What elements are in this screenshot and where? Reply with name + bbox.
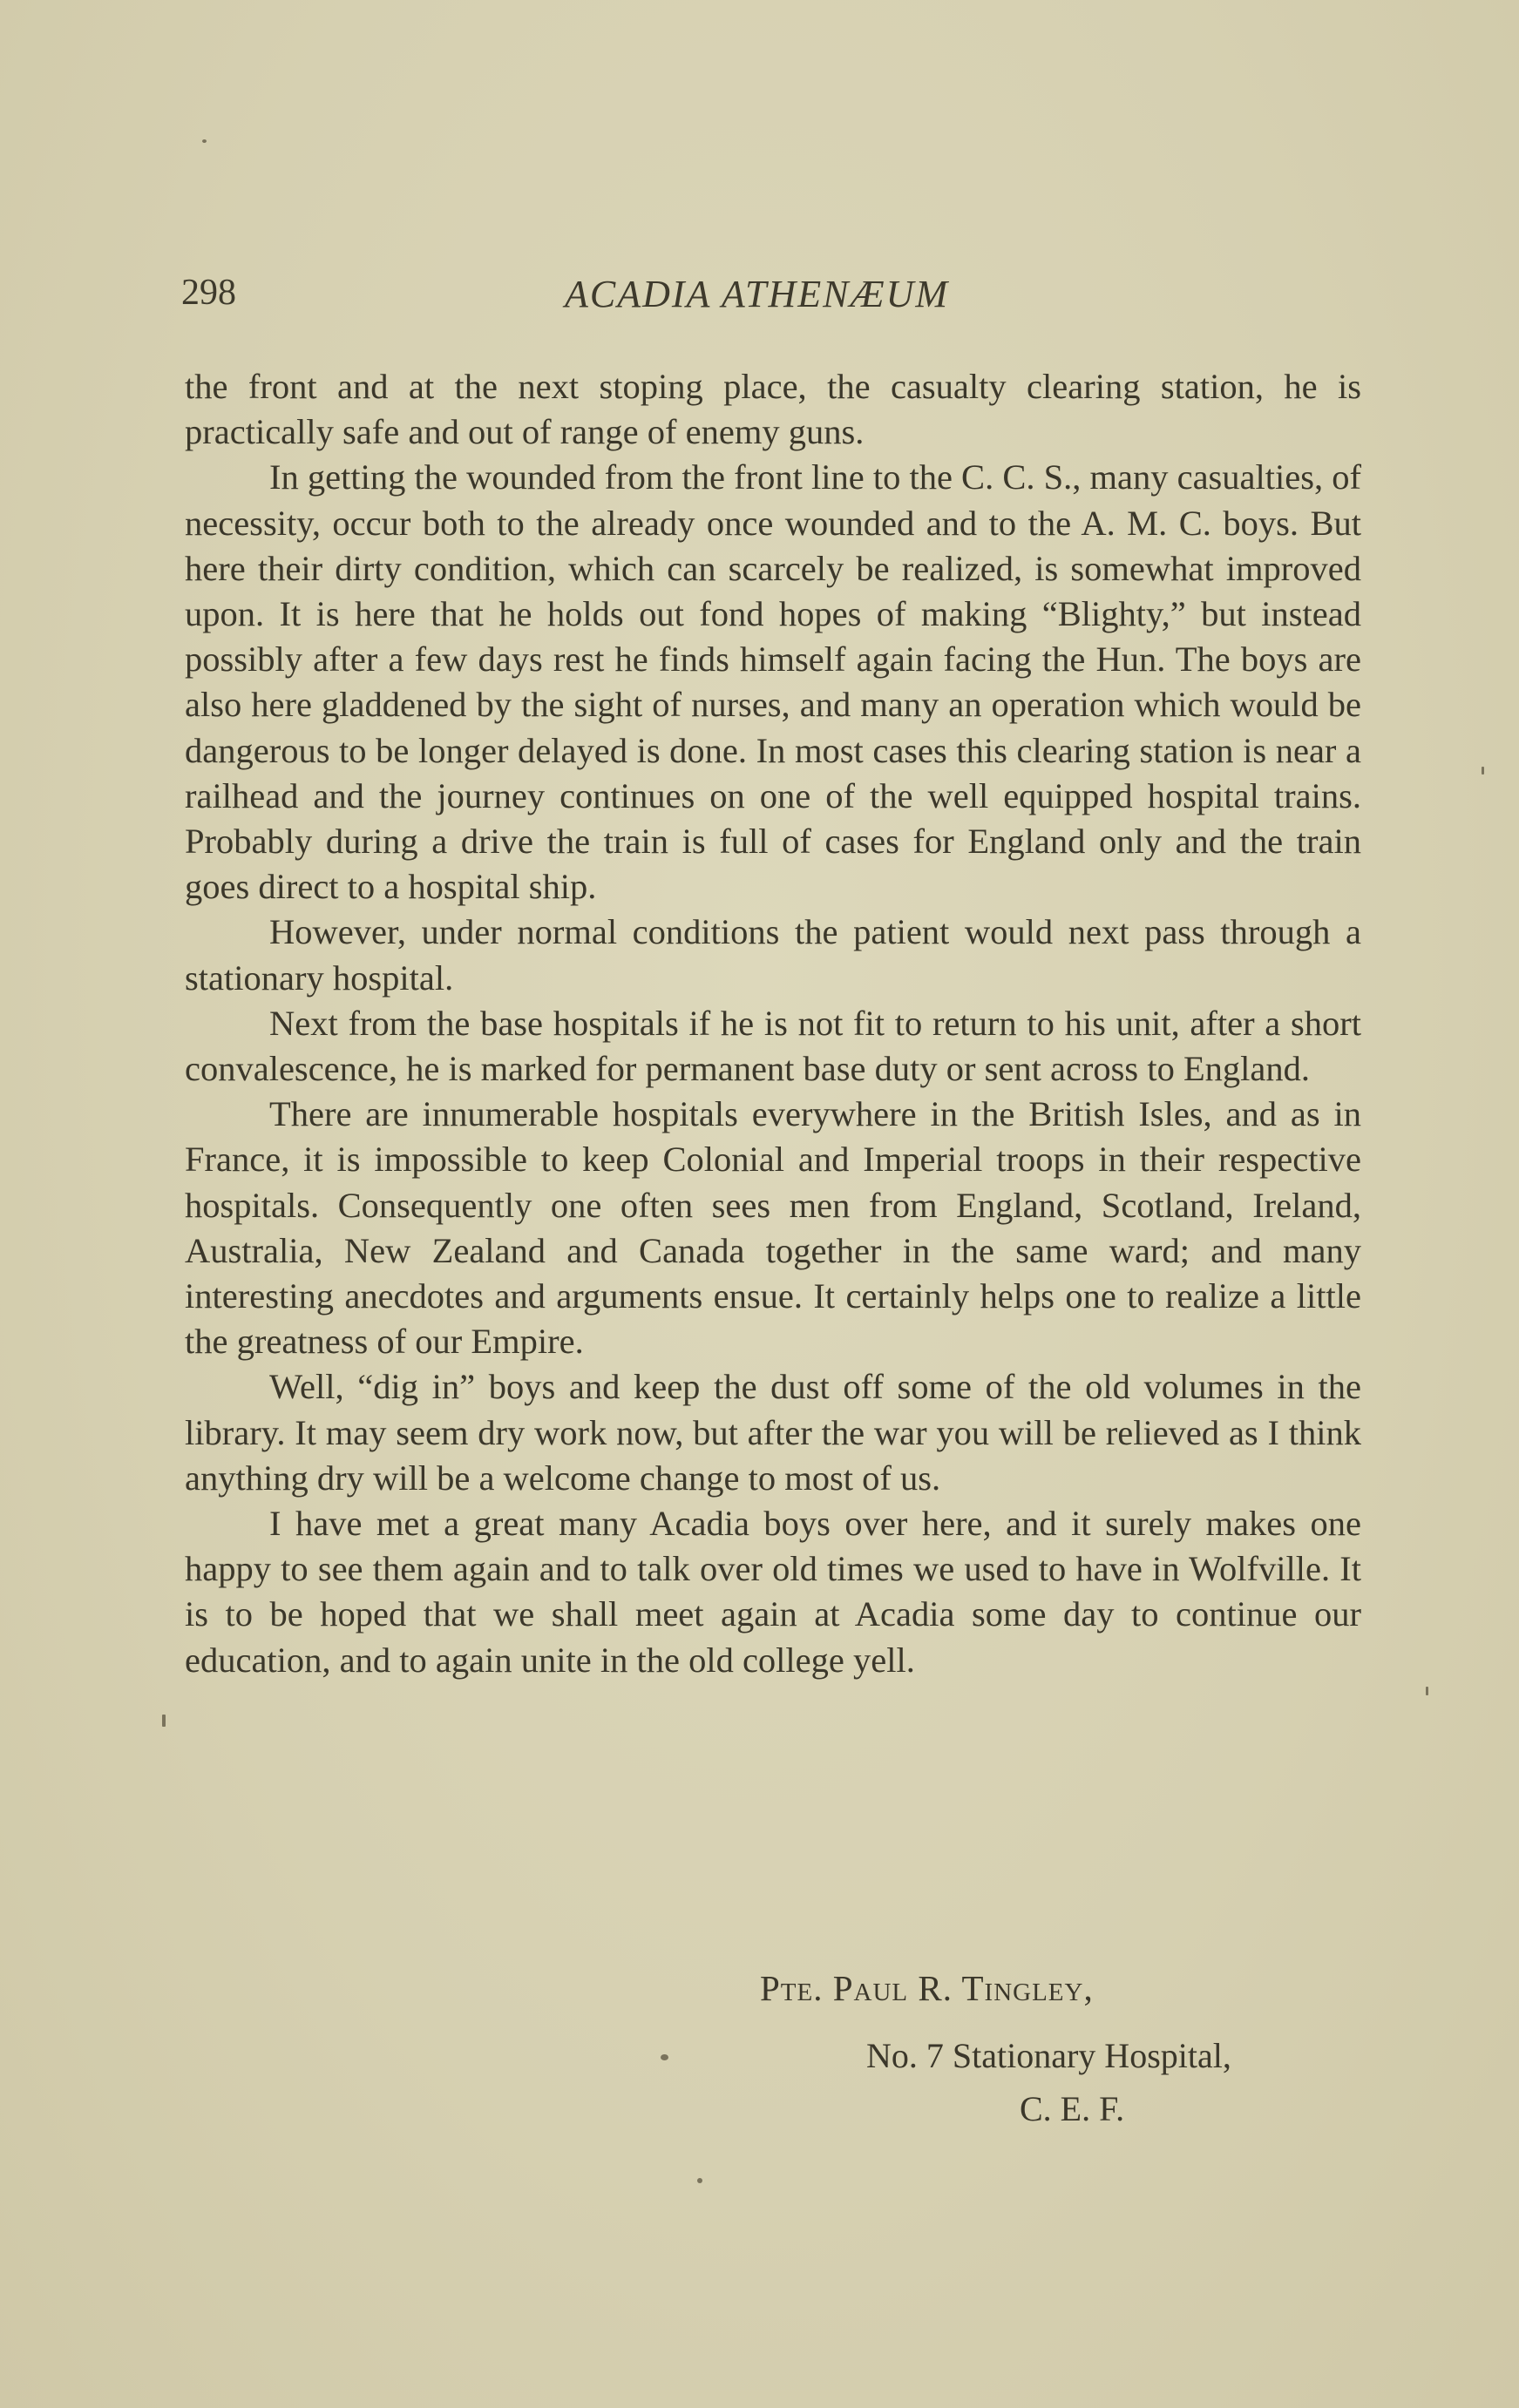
paragraph-continued: the front and at the next stoping place, the casualty clearing station, he is practically safe and out of range of enemy guns. — [185, 367, 1361, 452]
paper-speck — [661, 2054, 668, 2060]
signature-corps: C. E. F. — [1020, 2089, 1125, 2128]
paragraph: However, under normal conditions the patient would next pass through a stationary hospital. — [185, 912, 1361, 998]
paper-speck — [697, 2178, 702, 2183]
paper-speck — [202, 139, 207, 143]
signature-unit: No. 7 Stationary Hospital, — [866, 2036, 1231, 2075]
paper-speck — [1482, 767, 1484, 774]
paragraph: Next from the base hospitals if he is not fit to return to his unit, after a short convalescence, he is marked for permanent base duty or sent across to England. — [185, 1003, 1361, 1089]
paper-speck — [1426, 1687, 1428, 1695]
article-body — [185, 364, 1361, 1683]
paragraph: In getting the wounded from the front line to the C. C. S., many casualties, of necessity, occur both to the already once wounded and to the A. M. C. boys. But here their dirty condition, which can scarcely be realized, is somewhat improved upon. It is here that he holds out fond hopes of making “Blighty,” but instead possibly after a few days rest he finds himself again facing the Hun. The boys are also here gladdened by the sight of nurses, and many an operation which would be dangerous to be longer delayed is done. In most cases this clearing station is near a railhead and the journey continues on one of the well equipped hospital trains. Probably during a drive the train is full of cases for England only and the train goes direct to a hospital ship. — [185, 457, 1362, 907]
paragraph: Well, “dig in” boys and keep the dust off some of the old volumes in the library. It may seem dry work now, but after the war you will be relieved as I think anything dry will be a welcome change to most of us. — [185, 1367, 1361, 1498]
page-number: 298 — [181, 273, 236, 313]
paper-speck — [162, 1715, 166, 1727]
running-head: ACADIA ATHENÆUM — [565, 273, 950, 315]
signature-name: Pte. Paul R. Tingley, — [760, 1968, 1094, 2008]
page-header — [181, 272, 1360, 324]
paragraph: There are innumerable hospitals everywhere in the British Isles, and as in France, it is impossible to keep Colonial and Imperial troops in their respective hospitals. Consequently one often sees men from England, Scotland, Ireland, Australia, New Zealand and Canada together in the same ward; and many interesting anecdotes and arguments ensue. It certainly helps one to realize a little the greatness of our Empire. — [185, 1094, 1361, 1362]
paragraph: I have met a great many Acadia boys over here, and it surely makes one happy to see them again and to talk over old times we used to have in Wolfville. It is to be hoped that we shall meet again at Acadia some day to continue our education, and to again unite in the old college yell. — [185, 1504, 1361, 1680]
